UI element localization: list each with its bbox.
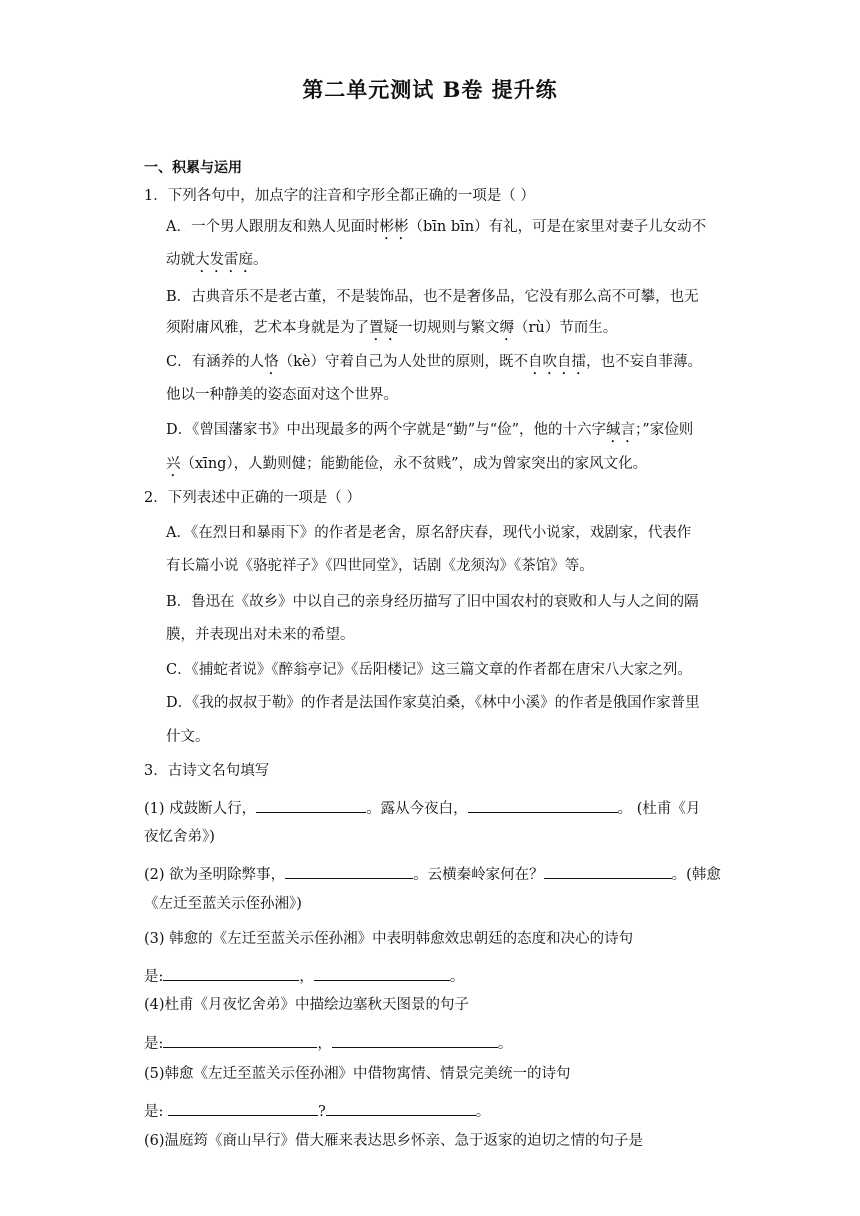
q1-option-b-line2 — [166, 320, 617, 344]
text: ；”家俭则 — [635, 422, 694, 438]
text: （xīng），人勤则健；能勤能俭，永不贫贱”，成为曾家突出的家风文化。 — [180, 456, 648, 472]
answer-blank[interactable] — [168, 1101, 318, 1116]
dotted-chars: 兴 — [166, 456, 181, 472]
q2-option-c[interactable]: C．《捕蛇者说》《醉翁亭记》《岳阳楼记》这三篇文章的作者都在唐宋八大家之列。 — [166, 662, 692, 678]
text: （rù）节而生。 — [514, 320, 618, 336]
q3-item-5-line1: (5)韩愈《左迁至蓝关示侄孙湘》中借物寓情、情景完美统一的诗句 — [144, 1066, 571, 1082]
q3-item-4-line1: (4)杜甫《月夜忆舍弟》中描绘边塞秋天图景的句子 — [144, 997, 470, 1013]
question-1-stem: 1．下列各句中，加点字的注音和字形全都正确的一项是（ ） — [144, 188, 535, 204]
answer-blank[interactable] — [544, 864, 672, 879]
answer-blank[interactable] — [163, 966, 299, 981]
text: 。 — [253, 252, 268, 268]
q2-option-a-line2: 有长篇小说《骆驼祥子》《四世同堂》，话剧《龙须沟》《茶馆》等。 — [166, 558, 594, 574]
text: A．一个男人跟朋友和熟人见面时 — [166, 219, 380, 235]
page-title: 第二单元测试 B卷 提升练 — [302, 77, 558, 102]
text: C．有涵养的人 — [166, 354, 265, 370]
q3-item-4-line2 — [144, 1033, 512, 1052]
question-3-stem: 3．古诗文名句填写 — [144, 763, 270, 779]
q2-option-a-line1[interactable]: A．《在烈日和暴雨下》的作者是老舍，原名舒庆春，现代小说家，戏剧家，代表作 — [166, 525, 692, 541]
text: 。(韩愈 — [671, 867, 721, 883]
text: 。 — [475, 1104, 491, 1120]
q3-item-3-line2 — [144, 966, 464, 985]
q1-option-d-line1[interactable] — [166, 422, 693, 446]
text: 须附庸风雅，艺术本身就是为了 — [166, 320, 369, 336]
answer-blank[interactable] — [468, 798, 618, 813]
dotted-chars: 彬彬 — [379, 219, 409, 235]
q3-item-6-line1: (6)温庭筠《商山早行》借大雁来表达思乡怀亲、急于返家的迫切之情的句子是 — [144, 1133, 644, 1149]
dotted-chars: 大发雷庭 — [195, 252, 253, 268]
text: ? — [318, 1104, 326, 1120]
text: 。 — [497, 1036, 513, 1052]
text: （bīn bīn）有礼，可是在家里对妻子儿女动不 — [408, 219, 707, 235]
answer-blank[interactable] — [163, 1033, 317, 1048]
q3-item-2-line2: 《左迁至蓝关示侄孙湘》) — [144, 896, 302, 912]
text: 。云横秦岭家何在？ — [413, 867, 544, 883]
answer-blank[interactable] — [256, 798, 366, 813]
text: ，也不妄自菲薄。 — [585, 354, 702, 370]
text: ， — [317, 1036, 332, 1052]
text: ， — [299, 969, 314, 985]
dotted-chars: 置疑 — [369, 320, 398, 336]
text: 。露从今夜白， — [366, 801, 468, 817]
text: D．《曾国藩家书》中出现最多的两个字就是“勤”与“俭”，他的十六字 — [166, 422, 607, 438]
text: 。 — [449, 969, 465, 985]
q2-option-d-line2: 什文。 — [166, 729, 210, 745]
q2-option-d-line1[interactable]: D．《我的叔叔于勒》的作者是法国作家莫泊桑，《林中小溪》的作者是俄国作家普里 — [166, 695, 700, 711]
q1-option-a-line2 — [166, 252, 268, 276]
text: 是: — [144, 969, 164, 985]
dotted-chars: 恪 — [264, 354, 279, 370]
answer-blank[interactable] — [332, 1033, 498, 1048]
dotted-chars: 缄言 — [606, 422, 636, 438]
q1-option-c-line2: 他以一种静美的姿态面对这个世界。 — [166, 387, 398, 403]
q3-item-2-line1 — [144, 864, 721, 883]
q1-option-d-line2 — [166, 456, 647, 480]
answer-blank[interactable] — [326, 1101, 476, 1116]
q2-option-b-line2: 膜，并表现出对未来的希望。 — [166, 627, 355, 643]
text: （kè）守着自己为人处世的原则，既不 — [278, 354, 528, 370]
text: 一切规则与繁文 — [398, 320, 500, 336]
q3-item-5-line2 — [144, 1101, 490, 1120]
q1-option-c-line1[interactable] — [166, 354, 702, 378]
answer-blank[interactable] — [314, 966, 450, 981]
text: 是: — [144, 1036, 164, 1052]
answer-blank[interactable] — [285, 864, 413, 879]
dotted-chars: 缛 — [499, 320, 514, 336]
q1-option-a-line1[interactable] — [166, 219, 706, 243]
text: 动就 — [166, 252, 195, 268]
text: 。 (杜甫《月 — [617, 801, 701, 817]
section-heading: 一、积累与运用 — [144, 160, 242, 176]
q1-option-b-line1[interactable]: B．古典音乐不是老古董，不是装饰品，也不是奢侈品，它没有那么高不可攀，也无 — [166, 289, 699, 305]
q3-item-3-line1: (3) 韩愈的《左迁至蓝关示侄孙湘》中表明韩愈效忠朝廷的态度和决心的诗句 — [144, 931, 634, 947]
text: 是: — [144, 1104, 168, 1120]
dotted-chars: 自吹自擂 — [527, 354, 586, 370]
q3-item-1-line1 — [144, 798, 700, 817]
question-2-stem: 2．下列表述中正确的一项是（ ） — [144, 490, 361, 506]
text: (1) 戍鼓断人行， — [144, 801, 257, 817]
text: (2) 欲为圣明除弊事， — [144, 867, 286, 883]
q3-item-1-line2: 夜忆舍弟》) — [144, 829, 215, 845]
q2-option-b-line1[interactable]: B．鲁迅在《故乡》中以自己的亲身经历描写了旧中国农村的衰败和人与人之间的隔 — [166, 594, 699, 610]
